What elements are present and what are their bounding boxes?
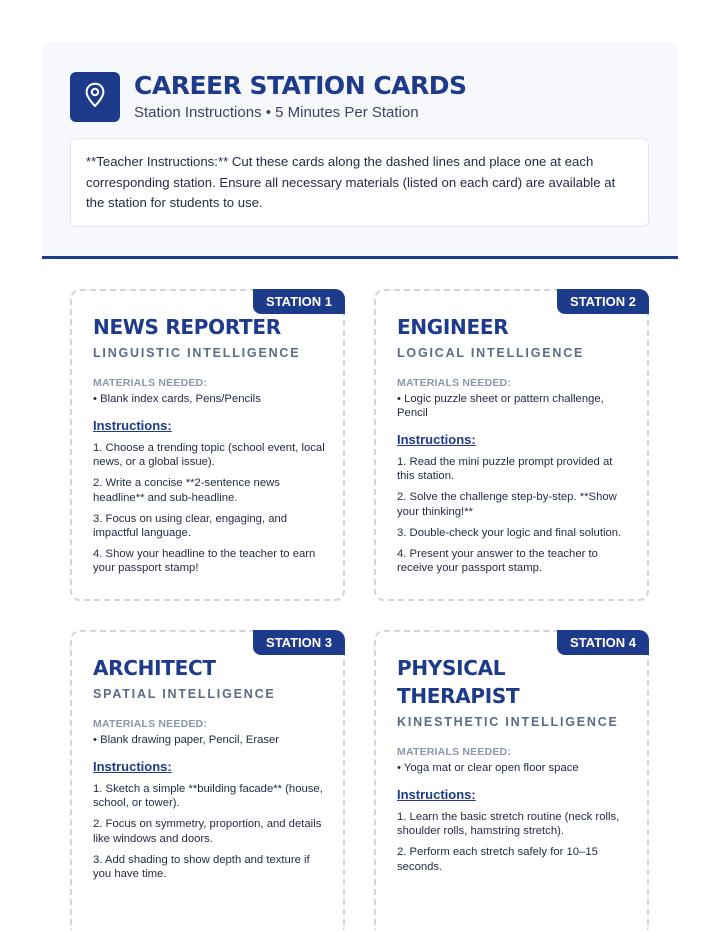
materials-label: MATERIALS NEEDED: bbox=[93, 377, 208, 389]
station-card bbox=[70, 630, 345, 930]
step-item: 2. Focus on symmetry, proportion, and details like windows and doors. bbox=[93, 818, 322, 845]
intelligence-type: LINGUISTIC INTELLIGENCE bbox=[93, 346, 301, 360]
materials-list: • Blank index cards, Pens/Pencils bbox=[93, 393, 261, 405]
map-pin-icon bbox=[83, 82, 107, 113]
career-title: NEWS REPORTER bbox=[93, 315, 281, 339]
station-card bbox=[374, 289, 649, 601]
logo bbox=[70, 72, 120, 122]
steps-list bbox=[93, 782, 328, 881]
instructions-heading: Instructions: bbox=[397, 432, 476, 447]
station-card bbox=[70, 289, 345, 601]
materials-label: MATERIALS NEEDED: bbox=[397, 377, 512, 389]
materials-list: • Yoga mat or clear open floor space bbox=[397, 762, 579, 774]
teacher-instructions: **Teacher Instructions:** Cut these cards along the dashed lines and place one at each corresponding station. Ensure all necessary materials (listed on each card) are available at the station for students to use. bbox=[70, 138, 649, 227]
step-item: 3. Add shading to show depth and texture if you have time. bbox=[93, 853, 310, 881]
instructions-heading: Instructions: bbox=[397, 787, 476, 802]
intelligence-type: KINESTHETIC INTELLIGENCE bbox=[397, 715, 619, 729]
materials-label: MATERIALS NEEDED: bbox=[93, 718, 208, 730]
intelligence-type: SPATIAL INTELLIGENCE bbox=[93, 687, 276, 701]
step-item: 4. Present your answer to the teacher to receive your passport stamp. bbox=[397, 548, 598, 575]
station-badge: STATION 4 bbox=[557, 630, 649, 655]
instructions-heading: Instructions: bbox=[93, 418, 172, 433]
page-subtitle: Station Instructions • 5 Minutes Per Station bbox=[134, 104, 419, 121]
page-title: CAREER STATION CARDS bbox=[134, 71, 467, 100]
materials-label: MATERIALS NEEDED: bbox=[397, 746, 512, 758]
step-item: 3. Focus on using clear, engaging, and impactful language. bbox=[93, 512, 288, 540]
step-item: 2. Solve the challenge step-by-step. **Show your thinking!** bbox=[397, 491, 617, 518]
career-title: ENGINEER bbox=[397, 315, 509, 339]
career-title: PHYSICAL THERAPIST bbox=[397, 656, 520, 708]
materials-list: • Blank drawing paper, Pencil, Eraser bbox=[93, 734, 280, 746]
instructions-heading: Instructions: bbox=[93, 759, 172, 774]
header-divider bbox=[42, 256, 678, 259]
step-item: 1. Learn the basic stretch routine (neck rolls, shoulder rolls, hamstring stretch). bbox=[397, 811, 620, 838]
step-item: 2. Perform each stretch safely for 10–15 seconds. bbox=[397, 846, 598, 873]
step-item: 1. Choose a trending topic (school event, local news, or a global issue). bbox=[93, 442, 325, 469]
steps-list bbox=[397, 455, 632, 575]
steps-list bbox=[397, 810, 632, 874]
steps-list bbox=[93, 441, 328, 576]
station-card bbox=[374, 630, 649, 930]
materials-list: • Logic puzzle sheet or pattern challenge, Pencil bbox=[397, 393, 604, 419]
station-badge: STATION 3 bbox=[253, 630, 345, 655]
career-title: ARCHITECT bbox=[93, 656, 216, 680]
intelligence-type: LOGICAL INTELLIGENCE bbox=[397, 346, 585, 360]
step-item: 2. Write a concise **2-sentence news headline** and sub-headline. bbox=[93, 477, 280, 504]
station-badge: STATION 1 bbox=[253, 289, 345, 314]
station-badge: STATION 2 bbox=[557, 289, 649, 314]
step-item: 1. Sketch a simple **building facade** (house, school, or tower). bbox=[93, 783, 323, 810]
step-item: 4. Show your headline to the teacher to earn your passport stamp! bbox=[93, 548, 316, 575]
step-item: 1. Read the mini puzzle prompt provided at this station. bbox=[397, 456, 613, 483]
step-item: 3. Double-check your logic and final solution. bbox=[397, 526, 622, 539]
